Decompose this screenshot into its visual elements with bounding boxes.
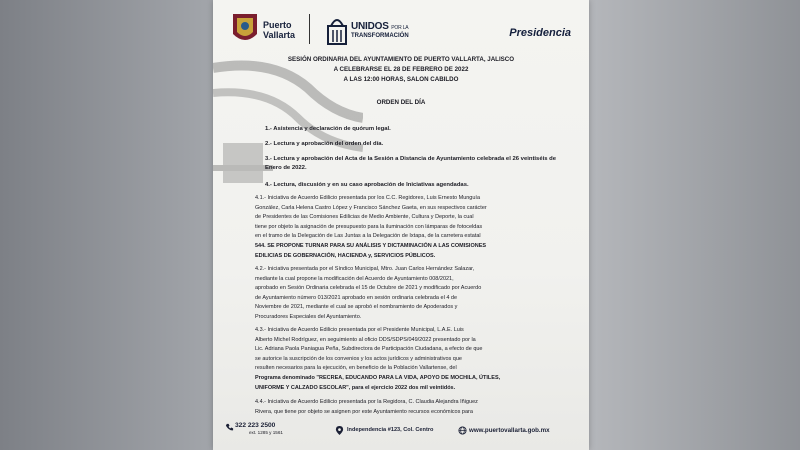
text-line: Rivera, que tiene por objeto se asignen por este Ayuntamiento recursos económicos para [255, 408, 473, 415]
unidos-word: UNIDOS [351, 21, 389, 32]
text-line: González, Carla Helena Castro López y Francisco Sánchez Gaeta, en sus respectivos carácter [255, 204, 487, 211]
text-line: Noviembre de 2021, mediante el cual se aprobó el nombramiento de Apoderados y [255, 304, 458, 311]
agenda-item-4-4 [255, 398, 574, 417]
church-icon [325, 12, 349, 46]
agenda-item-4-3 [255, 326, 574, 393]
agenda-item-2: 2.- Lectura y aprobación del orden del día. [265, 141, 384, 147]
text-line: en el tramo de la Delegación de Las Juntas a la Delegación de Ixtapa, de la carretera estatal [255, 233, 481, 240]
background-right [565, 0, 800, 450]
text-line [255, 374, 574, 384]
text-line: de Ayuntamiento número 013/2021 aprobado en sesión ordinaria celebrada el 4 de [255, 294, 458, 301]
footer-address: Independencia #123, Col. Centro [347, 427, 434, 433]
background-left [0, 0, 215, 450]
bold-line: EDILICIAS DE GOBERNACIÓN, HACIENDA y, SERVICIOS PÚBLICOS. [255, 252, 436, 259]
text-line: Procuradores Especiales del Ayuntamiento. [255, 313, 362, 320]
unidos-text [351, 21, 408, 32]
globe-icon [458, 426, 467, 435]
text-line: tiene por objeto la asignación de presupuesto para la iluminación con lámparas de fotoceldas [255, 223, 483, 230]
text-line: 4.4.- Iniciativa de Acuerdo Edilicio presentada por la Regidora, C. Claudia Alejandra Iñiguez [255, 399, 478, 405]
letterhead [229, 10, 577, 50]
unidos-small: POR LA [391, 25, 409, 31]
text-line: 4.1.- Iniciativa de Acuerdo Edilicio presentada por los C.C. Regidores, Luis Ernesto Munguía [255, 195, 481, 201]
logo-divider [309, 14, 310, 44]
agenda-item-1: 1.- Asistencia y declaración de quórum legal. [265, 126, 391, 132]
text-line: mediante la cual propone la modificación del Acuerdo de Ayuntamiento 008/2021, [255, 275, 454, 282]
title-line: A LAS 12:00 HORAS, SALON CABILDO [343, 76, 459, 83]
logo-line-puerto: Puerto [263, 20, 292, 30]
text-line: Alberto Michel Rodríguez, en seguimiento al oficio DDS/SDPS/049/2022 presentado por la [255, 336, 476, 343]
bold-line: Programa denominado "RECREA, EDUCANDO PARA LA VIDA, APOYO DE MOCHILA, ÚTILES, [255, 374, 501, 381]
text-line: 4.3.- Iniciativa de Acuerdo Edilicio presentada por el Presidente Municipal, L.A.E. Luis [255, 327, 464, 333]
title-line: A CELEBRARSE EL 28 DE FEBRERO DE 2022 [333, 66, 469, 73]
document-page [213, 0, 589, 450]
puerto-vallarta-logo [229, 12, 319, 48]
city-seal-icon [229, 12, 261, 46]
text-line: Lic. Adriana Paola Paniagua Peña, Subdirectora de Participación Ciudadana, a efecto de que [255, 346, 483, 353]
location-pin-icon [335, 426, 344, 435]
text-line [255, 252, 574, 262]
title-line: SESIÓN ORDINARIA DEL AYUNTAMIENTO DE PUERTO VALLARTA, JALISCO [287, 56, 515, 63]
bold-line: 544. SE PROPONE TURNAR PARA SU ANÁLISIS Y DICTAMINACIÓN A LAS COMISIONES [255, 242, 487, 249]
agenda-item-4: 4.- Lectura, discusión y en su caso aprobación de Iniciativas agendadas. [265, 182, 469, 188]
text-line [255, 242, 574, 252]
text-line: aprobado en Sesión Ordinaria celebrada el 15 de Octubre de 2021 y modificado por Acuerdo [255, 285, 482, 292]
logo-line-vallarta: Vallarta [263, 30, 296, 40]
text-line: de Presidentes de las Comisiones Edilicias de Medio Ambiente, Cultura y Deporte, la cual [255, 214, 474, 221]
agenda-item-4-2 [255, 265, 574, 323]
phone-number: 322 223 2500 [235, 422, 276, 429]
bold-line: UNIFORME Y CALZADO ESCOLAR", para el ejercicio 2022 dos mil veintidós. [255, 384, 456, 391]
phone-extensions: ext. 1285 y 1561 [249, 430, 283, 435]
text-line: se autorice la suscripción de los convenios y los actos jurídicos y administrativos que [255, 355, 462, 362]
session-title [233, 55, 569, 85]
footer-phone [235, 422, 283, 435]
text-line: resulten necesarios para la ejecución, en beneficio de la Población Vallartense, del [255, 365, 457, 372]
agenda-heading: ORDEN DEL DÍA [376, 99, 426, 106]
transformacion-text: TRANSFORMACIÓN [351, 33, 409, 39]
text-line [255, 384, 574, 394]
document-footer [229, 422, 581, 444]
presidencia-label: Presidencia [509, 27, 571, 39]
footer-website: www.puertovallarta.gob.mx [469, 427, 550, 434]
text-line: 4.2.- Iniciativa presentada por el Síndico Municipal, Mtro. Juan Carlos Hernández Salazar, [255, 266, 475, 272]
agenda-item-4-1 [255, 194, 574, 261]
unidos-logo [325, 12, 445, 48]
phone-icon [225, 423, 234, 432]
agenda-item-3: 3.- Lectura y aprobación del Acta de la Sesión a Distancia de Ayuntamiento celebrada el 26 veintiséis de Enero de 2022. [265, 156, 557, 171]
